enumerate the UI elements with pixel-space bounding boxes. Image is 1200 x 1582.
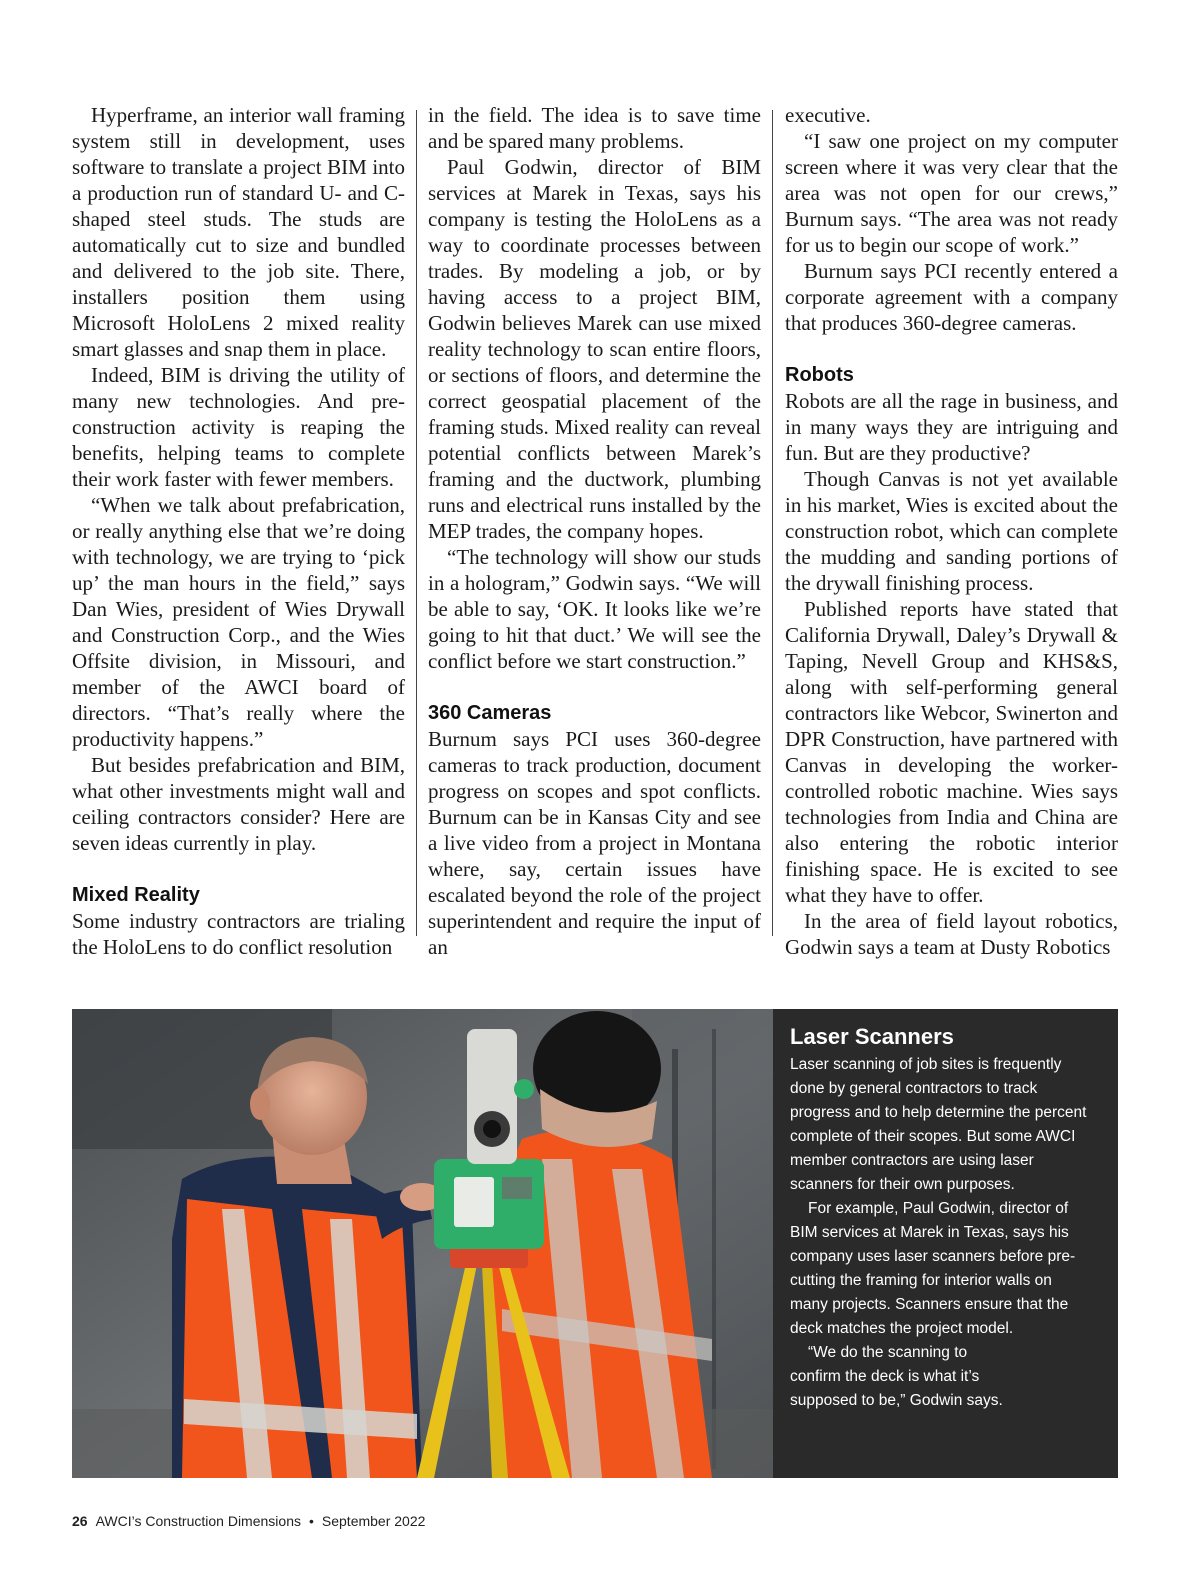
paragraph: “I saw one project on my computer screen where it was very clear that the area was not open for our crews,” Burnum says. “The area was not ready for us to begin our scope of work.” — [785, 129, 1118, 257]
sidebar-paragraph: “We do the scanning to confirm the deck is what it’s supposed to be,” Godwin says. — [790, 1344, 1003, 1409]
issue-date: September 2022 — [321, 1513, 426, 1529]
section-heading-mixed-reality: Mixed Reality — [72, 884, 200, 906]
sidebar-paragraph: Laser scanning of job sites is frequently done by general contractors to track progress and to help determine the percent complete of their scopes. But some AWCI member contractors are using laser scanners for their own purposes. — [790, 1056, 1087, 1193]
paragraph: Burnum says PCI recently entered a corporate agreement with a company that produces 360-degree cameras. — [785, 259, 1118, 335]
column-divider — [772, 110, 773, 936]
publication-name: AWCI’s Construction Dimensions — [95, 1513, 301, 1529]
sidebar-paragraph: For example, Paul Godwin, director of BIM services at Marek in Texas, says his company uses laser scanners before pre-cutting the framing for interior walls on many projects. Scanners ensure that the deck matches the project model. — [790, 1200, 1076, 1337]
paragraph: “When we talk about prefabrication, or really anything else that we’re doing with technology, we are trying to ‘pick up’ the man hours in the field,” says Dan Wies, president of Wies Drywall and Construction Corp., and the Wies Offsite division, in Missouri, and member of the AWCI board of directors. “That’s really where the productivity happens.” — [72, 493, 405, 751]
survey-workers-photo — [72, 1009, 773, 1478]
section-heading-360-cameras: 360 Cameras — [428, 702, 552, 724]
paragraph: Some industry contractors are trialing the HoloLens to do conflict resolution — [72, 909, 405, 959]
paragraph: Though Canvas is not yet available in his market, Wies is excited about the construction robot, which can complete the mudding and sanding portions of the drywall finishing process. — [785, 467, 1118, 595]
footer-separator: • — [308, 1513, 314, 1529]
column-divider — [416, 110, 417, 936]
section-heading-robots: Robots — [785, 364, 854, 386]
article-column-2 — [428, 102, 761, 959]
sidebar-title: Laser Scanners — [790, 1024, 954, 1049]
paragraph: executive. — [785, 103, 871, 127]
paragraph: Indeed, BIM is driving the utility of many new technologies. And pre-construction activity is reaping the benefits, helping teams to complete their work faster with fewer members. — [72, 363, 405, 491]
paragraph: Hyperframe, an interior wall framing system still in development, uses software to translate a project BIM into a production run of standard U- and C-shaped steel studs. The studs are automatically cut to size and bundled and delivered to the job site. There, installers position them using Microsoft HoloLens 2 mixed reality smart glasses and snap them in place. — [72, 103, 405, 361]
article-column-3 — [785, 102, 1118, 959]
sidebar-body — [790, 1053, 1094, 1413]
paragraph: In the area of field layout robotics, Godwin says a team at Dusty Robotics — [785, 909, 1118, 959]
article-column-1 — [72, 102, 405, 959]
article-columns — [72, 102, 1118, 959]
paragraph: Burnum says PCI uses 360-degree cameras to track production, document progress on scopes and spot conflicts. Burnum can be in Kansas City and see a live video from a project in Montana where, say, certain issues have escalated beyond the role of the project superintendent and require the input of an — [428, 727, 761, 959]
paragraph: in the field. The idea is to save time and be spared many problems. — [428, 103, 761, 153]
page-number: 26 — [72, 1513, 88, 1529]
paragraph: Robots are all the rage in business, and in many ways they are intriguing and fun. But are they productive? — [785, 389, 1118, 465]
laser-scanners-sidebar — [773, 1009, 1118, 1478]
page-footer — [72, 1513, 425, 1529]
paragraph: But besides prefabrication and BIM, what other investments might wall and ceiling contractors consider? Here are seven ideas currently in play. — [72, 753, 405, 855]
paragraph: “The technology will show our studs in a hologram,” Godwin says. “We will be able to say, ‘OK. It looks like we’re going to hit that duct.’ We will see the conflict before we start construction.” — [428, 545, 761, 673]
paragraph: Paul Godwin, director of BIM services at Marek in Texas, says his company is testing the HoloLens as a way to coordinate processes between trades. By modeling a job, or by having access to a project BIM, Godwin believes Marek can use mixed reality technology to scan entire floors, or sections of floors, and determine the correct geospatial placement of the framing studs. Mixed reality can reveal potential conflicts between Marek’s framing and the ductwork, plumbing runs and electrical runs installed by the MEP trades, the company hopes. — [428, 155, 761, 543]
paragraph: Published reports have stated that California Drywall, Daley’s Drywall & Taping, Nevell Group and KHS&S, along with self-performing general contractors like Webcor, Swinerton and DPR Construction, have partnered with Canvas in developing the worker-controlled robotic machine. Wies says technologies from India and China are also entering the robotic interior finishing space. He is excited to see what they have to offer. — [785, 597, 1118, 907]
